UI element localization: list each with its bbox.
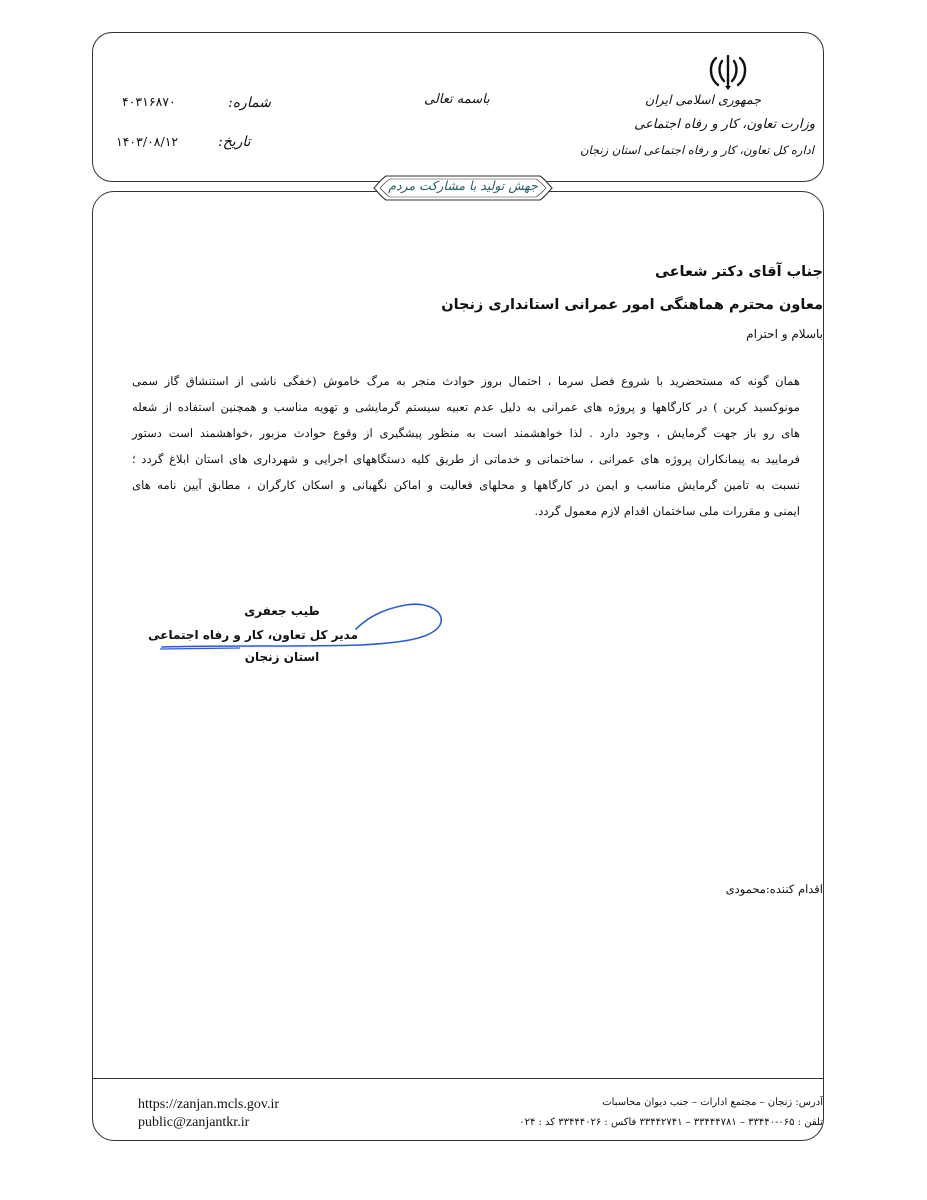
letter-date-label: تاریخ: — [218, 134, 251, 150]
body-line: ایمنی و مقررات ملی ساختمان اقدام لازم معمول گردد. — [534, 504, 800, 518]
letter-number-value: ۴۰۳۱۶۸۷۰ — [122, 94, 176, 109]
signer-province: استان زنجان — [244, 650, 320, 664]
org-country: جمهوری اسلامی ایران — [645, 92, 761, 107]
body-line: فرمایید به پیمانکاران پروژه های عمرانی ، ساختمانی و خدماتی از طریق کلیه دستگاههای اجرایی و شهرداری های استان ابلاغ گردد ؛ — [132, 452, 800, 466]
iran-emblem-icon — [706, 52, 750, 92]
website-link[interactable]: https://zanjan.mcls.gov.ir — [138, 1097, 280, 1112]
footer-divider — [93, 1078, 823, 1079]
salutation: باسلام و احترام — [746, 327, 823, 341]
recipient-name: جناب آقای دکتر شعاعی — [654, 264, 823, 280]
email-link[interactable]: public@zanjantkr.ir — [138, 1115, 250, 1130]
action-by: اقدام کننده:محمودی — [725, 882, 823, 896]
body-line: همان گونه که مستحضرید با شروع فصل سرما ، احتمال بروز حوادث منجر به مرگ خاموش (خفگی ناشی از استنشاق گاز سمی — [132, 374, 800, 388]
bismillah: باسمه تعالی — [424, 92, 490, 107]
org-ministry: وزارت تعاون، کار و رفاه اجتماعی — [634, 117, 815, 132]
org-directorate: اداره کل تعاون، کار و رفاه اجتماعی استان زنجان — [580, 143, 814, 157]
letter-number-label: شماره: — [228, 95, 271, 111]
footer-address: آدرس: زنجان – مجتمع ادارات – جنب دیوان محاسبات — [602, 1097, 823, 1108]
signer-name: طیب جعفری — [244, 604, 320, 618]
slogan-text: جهش تولید با مشارکت مردم — [388, 178, 538, 193]
recipient-title: معاون محترم هماهنگی امور عمرانی استانداری زنجان — [441, 297, 823, 313]
body-line: نسبت به تامین گرمایش مناسب و ایمن در کارگاهها و محلهای فعالیت و اماکن نگهبانی و اسکان کارگران ، مطابق آیین نامه های — [132, 478, 800, 492]
body-line: های رو باز جهت گرمایش ، وجود دارد . لذا خواهشمند است به منظور پیشگیری از وقوع حوادث مزبور ،خواهشمند است دستور — [132, 426, 800, 440]
signer-title: مدیر کل تعاون، کار و رفاه اجتماعی — [148, 628, 358, 642]
body-line: مونوکسید کربن ) در کارگاهها و پروژه های عمرانی به دلیل عدم تعبیه سیستم گرمایشی و تهویه مناسب و همچنین استفاده از شعله — [132, 400, 800, 414]
letter-date-value: ۱۴۰۳/۰۸/۱۲ — [116, 134, 179, 149]
letter-body — [132, 368, 800, 524]
footer-phones: تلفن : ۰۶۵-۳۳۴۴۰ – ۳۳۴۴۴۷۸۱ – ۳۳۴۴۲۷۴۱ فاکس : ۳۳۴۴۴۰۲۶ کد : ۰۲۴ — [519, 1117, 823, 1128]
